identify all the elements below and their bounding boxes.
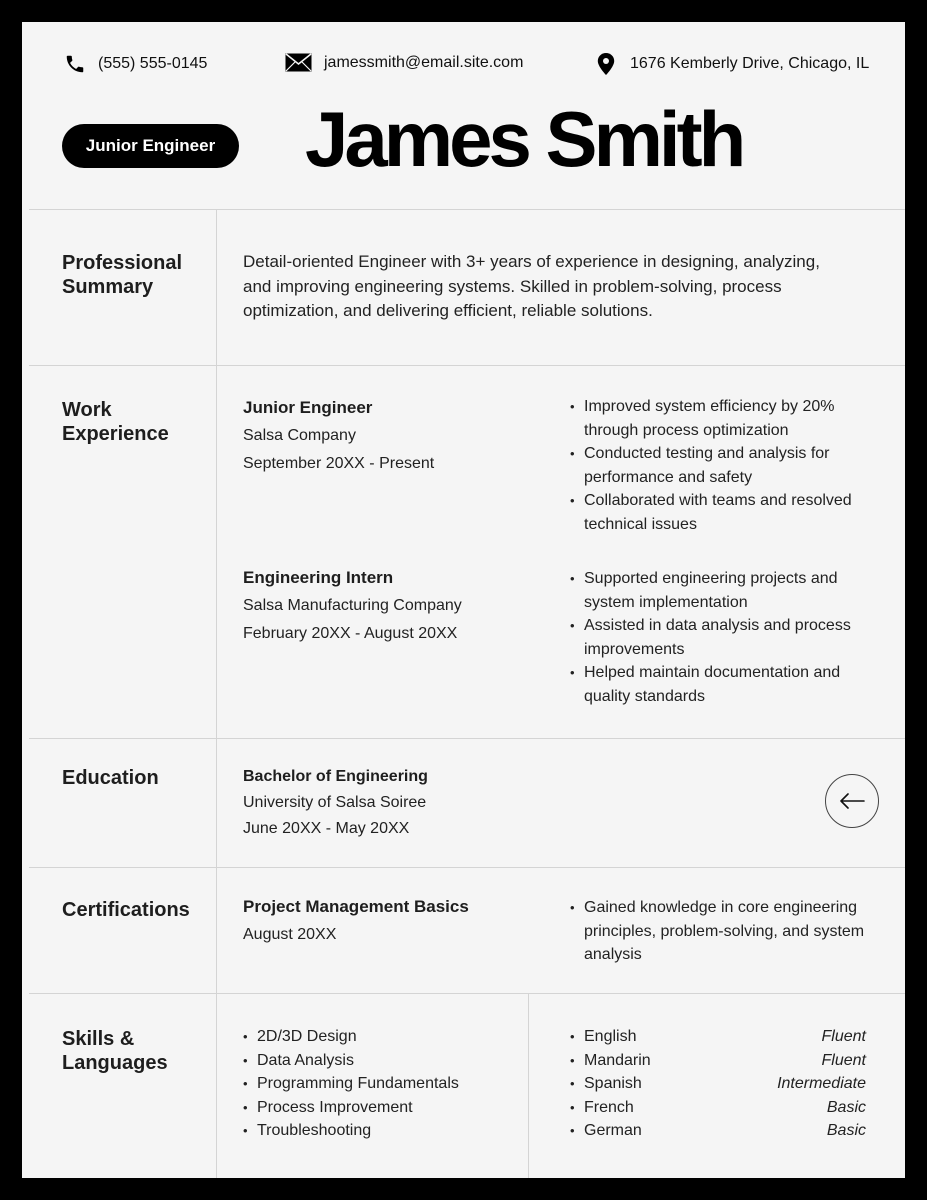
languages-list [570, 1025, 866, 1143]
divider [29, 993, 905, 994]
candidate-name: James Smith [305, 95, 743, 183]
list-item: • Improved system efficiency by 20% through process optimization [570, 395, 890, 442]
job-dates: February 20XX - August 20XX [243, 625, 458, 642]
language-level: Fluent [821, 1028, 866, 1045]
skill-item: • 2D/3D Design [243, 1025, 459, 1049]
language-name: • French [584, 1098, 634, 1116]
phone-icon [64, 53, 86, 75]
list-item: • Assisted in data analysis and process improvements [570, 614, 890, 661]
list-item: • Conducted testing and analysis for performance and safety [570, 442, 890, 489]
contact-email [285, 53, 523, 72]
job-entry [243, 564, 462, 648]
divider [29, 365, 905, 366]
resume-page [22, 22, 905, 1178]
job-title: Junior Engineer [243, 398, 373, 417]
degree: Bachelor of Engineering [243, 768, 428, 785]
education-heading: Education [62, 767, 159, 789]
summary-text: Detail-oriented Engineer with 3+ years of experience in designing, analyzing, and improving engineering systems. Skilled in problem-solving, process optimization, and delivering efficient, reliable solutions. [243, 252, 820, 320]
list-item: • Gained knowledge in core engineering principles, problem-solving, and system analysis [570, 896, 870, 967]
language-name: • English [584, 1028, 637, 1045]
skill-item: • Programming Fundamentals [243, 1072, 459, 1096]
list-item: • Helped maintain documentation and quality standards [570, 661, 890, 708]
skill-item: • Data Analysis [243, 1049, 459, 1073]
divider [29, 867, 905, 868]
language-item [570, 1072, 866, 1096]
map-pin-icon [597, 53, 615, 75]
language-name: • Spanish [584, 1075, 642, 1092]
certification-entry [243, 893, 469, 949]
address-text: 1676 Kemberly Drive, Chicago, IL [630, 55, 870, 72]
language-level: Intermediate [777, 1075, 866, 1092]
job-company: Salsa Manufacturing Company [243, 597, 462, 614]
education-entry [243, 764, 428, 842]
language-item [570, 1096, 866, 1120]
list-item: • Supported engineering projects and system implementation [570, 567, 890, 614]
skill-item: • Process Improvement [243, 1096, 459, 1120]
list-item: • Collaborated with teams and resolved technical issues [570, 489, 890, 536]
language-name: • German [584, 1122, 642, 1139]
envelope-icon [285, 53, 312, 72]
divider [29, 738, 905, 739]
language-level: Basic [826, 1098, 866, 1116]
contact-phone [64, 53, 207, 75]
job-bullets [570, 395, 890, 536]
work-heading: Work Experience [62, 399, 169, 445]
role-badge: Junior Engineer [62, 124, 239, 168]
education-dates: June 20XX - May 20XX [243, 820, 410, 837]
skill-item: • Troubleshooting [243, 1119, 459, 1143]
skills-list [243, 1025, 459, 1143]
job-dates: September 20XX - Present [243, 455, 435, 472]
job-bullets [570, 567, 890, 708]
language-name: • Mandarin [584, 1051, 651, 1069]
job-company: Salsa Company [243, 427, 356, 444]
language-item [570, 1049, 866, 1073]
summary-heading: Professional Summary [62, 252, 183, 298]
language-item [570, 1119, 866, 1143]
phone-text: (555) 555-0145 [98, 55, 208, 72]
certification-name: Project Management Basics [243, 897, 469, 916]
skills-heading: Skills & Languages [62, 1028, 168, 1074]
certification-bullets [570, 896, 870, 967]
email-text: jamessmith@email.site.com [324, 53, 524, 71]
language-level: Fluent [821, 1051, 866, 1069]
contact-address [597, 53, 869, 75]
arrow-left-icon [839, 793, 865, 809]
job-title: Engineering Intern [243, 568, 394, 587]
column-divider [528, 993, 529, 1178]
language-level: Basic [826, 1122, 866, 1139]
back-button[interactable] [825, 774, 879, 828]
language-item [570, 1025, 866, 1049]
certification-date: August 20XX [243, 926, 337, 943]
divider [29, 209, 905, 210]
column-divider [216, 209, 217, 1178]
school: University of Salsa Soiree [243, 794, 427, 811]
certifications-heading: Certifications [62, 899, 190, 921]
job-entry [243, 394, 434, 478]
